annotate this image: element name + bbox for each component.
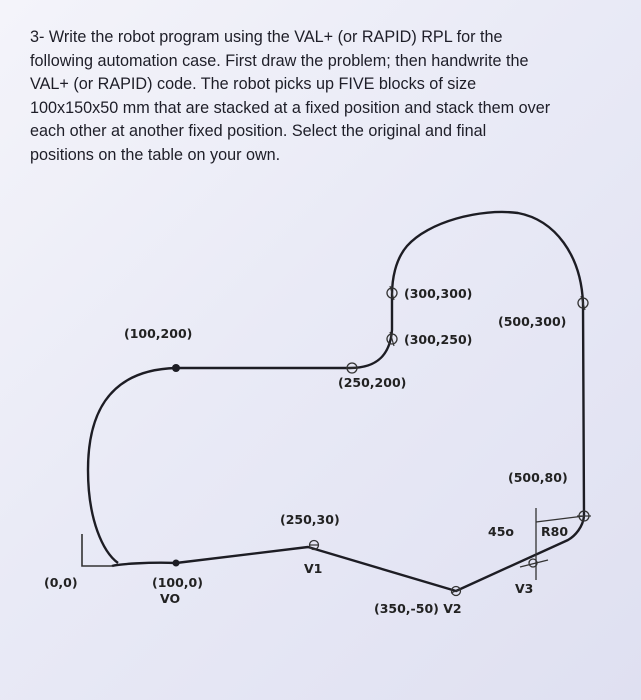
- point-100-0: [173, 560, 180, 567]
- label-100-0: (100,0): [152, 575, 203, 590]
- label-radius: R80: [541, 524, 569, 539]
- label-250-30: (250,30): [280, 512, 340, 527]
- label-300-250: (300,250): [404, 332, 473, 347]
- point-100-200: [172, 364, 180, 372]
- label-250-200: (250,200): [338, 375, 407, 390]
- label-v0: VO: [160, 591, 181, 606]
- label-300-300: (300,300): [404, 286, 473, 301]
- point-300-300: [387, 286, 397, 300]
- label-origin: (0,0): [44, 575, 78, 590]
- point-250-200: [346, 363, 358, 373]
- label-350-m50: (350,-50) V2: [374, 601, 462, 616]
- label-v3: V3: [515, 581, 534, 596]
- label-angle: 45o: [488, 524, 514, 539]
- point-500-300: [578, 296, 588, 310]
- label-500-80: (500,80): [508, 470, 568, 485]
- label-v1: V1: [304, 561, 323, 576]
- question-text: 3- Write the robot program using the VAL+ (or RAPID) RPL for the following automation case. First draw the problem; then handwrite the VAL+ (or RAPID) code. The robot picks up FIVE blocks of size 100x150x50 mm that are stacked at a fixed position and stack them over each other at another fixed position. Select the original and final positions on the table on your own.: [30, 28, 551, 164]
- radius-line: [536, 516, 584, 522]
- label-100-200: (100,200): [124, 326, 193, 341]
- label-500-300: (500,300): [498, 314, 567, 329]
